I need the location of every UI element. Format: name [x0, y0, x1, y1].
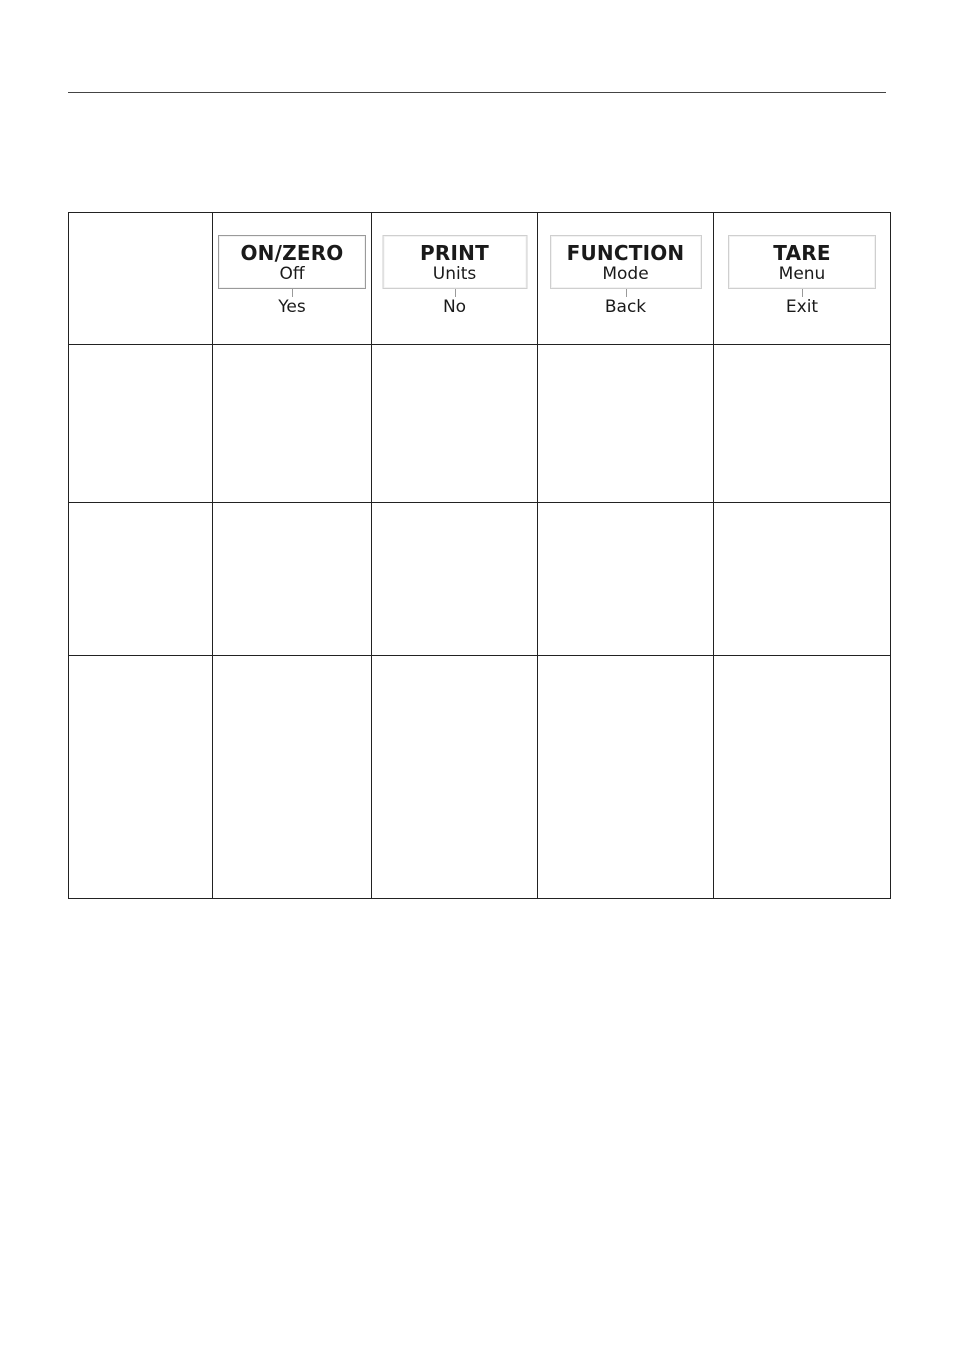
header-cell-tare	[714, 213, 891, 345]
table-cell	[714, 656, 891, 899]
on-zero-sub-label: Off	[279, 264, 305, 284]
table-header-row	[69, 213, 891, 345]
function-label: FUNCTION	[566, 241, 685, 265]
table-cell	[538, 503, 714, 656]
table-cell	[213, 345, 372, 503]
on-zero-alt-label: Yes	[278, 297, 306, 317]
table-cell	[538, 345, 714, 503]
header-cell-print	[372, 213, 538, 345]
tare-button[interactable]	[728, 235, 876, 289]
tare-label: TARE	[773, 241, 831, 265]
table-row	[69, 345, 891, 503]
print-alt-label: No	[442, 297, 467, 317]
top-rule	[68, 92, 886, 93]
table-cell	[69, 656, 213, 899]
tare-stem	[802, 289, 803, 297]
header-cell-on-zero	[213, 213, 372, 345]
function-alt-label: Back	[604, 297, 647, 317]
table-cell	[213, 503, 372, 656]
tare-alt-label: Exit	[785, 297, 819, 317]
table-cell	[69, 503, 213, 656]
table-cell	[714, 345, 891, 503]
on-zero-button[interactable]	[218, 235, 366, 289]
table-cell	[372, 503, 538, 656]
table-cell	[538, 656, 714, 899]
function-stem	[626, 289, 627, 297]
table-row	[69, 503, 891, 656]
print-sub-label: Units	[432, 264, 477, 284]
function-button[interactable]	[550, 235, 702, 289]
table-cell	[69, 345, 213, 503]
table-cell	[213, 656, 372, 899]
header-cell-function	[538, 213, 714, 345]
function-sub-label: Mode	[602, 264, 649, 284]
tare-sub-label: Menu	[778, 264, 826, 284]
table-cell	[714, 503, 891, 656]
key-function-table	[68, 212, 891, 899]
print-stem	[455, 289, 456, 297]
on-zero-label: ON/ZERO	[240, 241, 344, 265]
table-cell	[372, 345, 538, 503]
header-blank-cell	[69, 213, 213, 345]
print-button[interactable]	[382, 235, 527, 289]
print-label: PRINT	[420, 241, 489, 265]
table-row	[69, 656, 891, 899]
on-zero-stem	[292, 289, 293, 297]
table-cell	[372, 656, 538, 899]
